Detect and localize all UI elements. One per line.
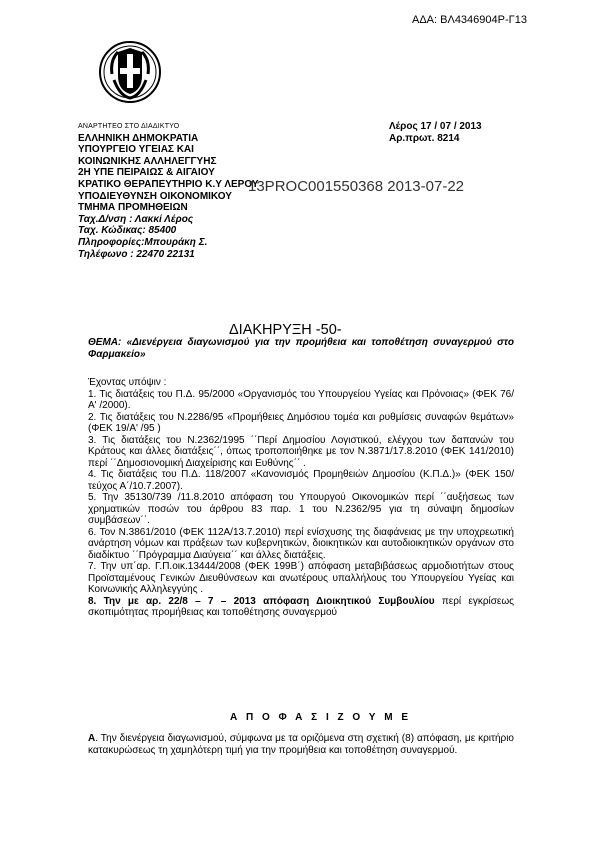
decision-paragraph xyxy=(88,733,514,756)
sender-phone: Τηλέφωνο : 22470 22131 xyxy=(78,248,195,260)
sender-line-3: ΚΟΙΝΩΝΙΚΗΣ ΑΛΛΗΛΕΓΓΥΗΣ xyxy=(78,155,217,167)
sender-header xyxy=(78,121,259,260)
consideration-2: 2. Τις διατάξεις του Ν.2286/95 «Προμήθειες Δημόσιου τομέα και ρυθμίσεις συναφών θεμάτων» (ΦΕΚ 19/Α' /95 ) xyxy=(88,411,514,434)
consideration-8 xyxy=(88,596,514,619)
consideration-4: 4. Τις διατάξεις του Π.Δ. 118/2007 «Κανονισμός Προμηθειών Δημοσίου (Κ.Π.Δ.)» (ΦΕΚ 150/τεύχος Α΄/10.7.2007). xyxy=(88,469,514,492)
sender-line-2: ΥΠΟΥΡΓΕΙΟ ΥΓΕΙΑΣ ΚΑΙ xyxy=(78,144,194,156)
protocol-number: Αρ.πρωτ. 8214 xyxy=(389,132,460,144)
ada-code: ΑΔΑ: ΒΛ4346904Ρ-Γ13 xyxy=(412,14,527,26)
protocol-stamp: 13PROC001550368 2013-07-22 xyxy=(248,178,464,195)
date-protocol-block xyxy=(389,121,482,144)
consideration-5: 5. Την 35130/739 /11.8.2010 απόφαση του Υπουργού Οικονομικών περί ΄΄αυξήσεως των χρηματικών ποσών του άρθρου 83 παρ. 1 του Ν.2362/95 για τη σύναψη δημοσίων συμβάσεων΄΄. xyxy=(88,492,514,526)
consideration-7: 7. Την υπ΄αρ. Γ.Π.οικ.13444/2008 (ΦΕΚ 199Β΄) απόφαση μεταβιβάσεως αρμοδιοτήτων στους Προϊσταμένους Γενικών Διευθύνσεων και ανωτέρους υπαλλήλους του Υπουργείου Υγείας και Κοινωνικής Αλληλεγγύης . xyxy=(88,561,514,595)
considerations-list xyxy=(88,377,514,619)
decision-heading: Α Π Ο Φ Α Σ Ι Ζ Ο Υ Μ Ε xyxy=(230,712,411,723)
sender-postal-code: Ταχ. Κώδικας: 85400 xyxy=(78,225,177,237)
sender-line-7: ΤΜΗΜΑ ΠΡΟΜΗΘΕΙΩΝ xyxy=(78,202,188,214)
consideration-1: 1. Τις διατάξεις του Π.Δ. 95/2000 «Οργανισμός του Υπουργείου Υγείας και Πρόνοιας» (ΦΕΚ 76/Α' /2000). xyxy=(88,388,514,411)
consideration-3: 3. Τις διατάξεις του Ν.2362/1995 ΄΄Περί Δημοσίου Λογιστικού, ελέγχου των δαπανών του Κράτους και άλλες διατάξεις΄΄, όπως τροποποιήθηκε με τον Ν.3871/17.8.2010 (ΦΕΚ 141/2010) περί ΄΄Δημοσιονομική Διαχείρισης και Ευθύνης΄΄ . xyxy=(88,434,514,469)
sender-address: Ταχ.Δ/νση : Λακκί Λέρος xyxy=(78,213,194,225)
decision-text: . Την διενέργεια διαγωνισμού, σύμφωνα με τα οριζόμενα στη σχετική (8) απόφαση, με κριτήριο κατακυρώσεως τη χαμηλότερη τιμή για την προμήθεια και τοποθέτηση συναγερμού. xyxy=(88,733,514,756)
subject-line: ΘΕΜΑ: «Διενέργεια διαγωνισμού για την προμήθεια και τοποθέτηση συναγερμού στο Φαρμακείο» xyxy=(88,337,514,360)
decision-letter: Α xyxy=(88,733,96,744)
sender-line-5: ΚΡΑΤΙΚΟ ΘΕΡΑΠΕΥΤΗΡΙΟ Κ.Υ ΛΕΡΟΥ xyxy=(78,178,259,190)
sender-line-4: 2Η ΥΠΕ ΠΕΙΡΑΙΩΣ & ΑΙΓΑΙΟΥ xyxy=(78,167,215,179)
sender-line-6: ΥΠΟΔΙΕΥΘΥΝΣΗ ΟΙΚΟΝΟΜΙΚΟΥ xyxy=(78,190,232,202)
posted-online-note: ΑΝΑΡΤΗΤΕΟ ΣΤΟ ΔΙΑΔΙΚΤΥΟ xyxy=(78,123,180,130)
considerations-intro: Έχοντας υπόψιν : xyxy=(88,377,167,388)
consideration-8-text: περί εγκρίσεως σκοπιμότητας προμήθειας και τοποθέτησης συναγερμού xyxy=(88,595,515,618)
sender-line-1: ΕΛΛΗΝΙΚΗ ΔΗΜΟΚΡΑΤΙΑ xyxy=(78,132,199,144)
sender-contact: Πληροφορίες:Μπουράκη Σ. xyxy=(78,236,208,248)
document-title: ΔΙΑΚΗΡΥΞΗ -50- xyxy=(229,322,342,338)
place-date: Λέρος 17 / 07 / 2013 xyxy=(389,121,482,132)
consideration-8-bold: 8. Την με αρ. 22/8 – 7 – 2013 απόφαση Διοικητικού Συμβουλίου xyxy=(88,595,435,607)
greek-coat-of-arms-emblem xyxy=(98,40,162,104)
consideration-6: 6. Τον Ν.3861/2010 (ΦΕΚ 112Α/13.7.2010) περί ενίσχυσης της διαφάνειας με την υποχρεωτική ανάρτηση νόμων και πράξεων των κυβερνητικών, διοικητικών και αυτοδιοικητικών οργάνων στο διαδίκτυο ΄΄Πρόγραμμα Διαύγεια΄΄ και άλλες διατάξεις. xyxy=(88,526,514,561)
